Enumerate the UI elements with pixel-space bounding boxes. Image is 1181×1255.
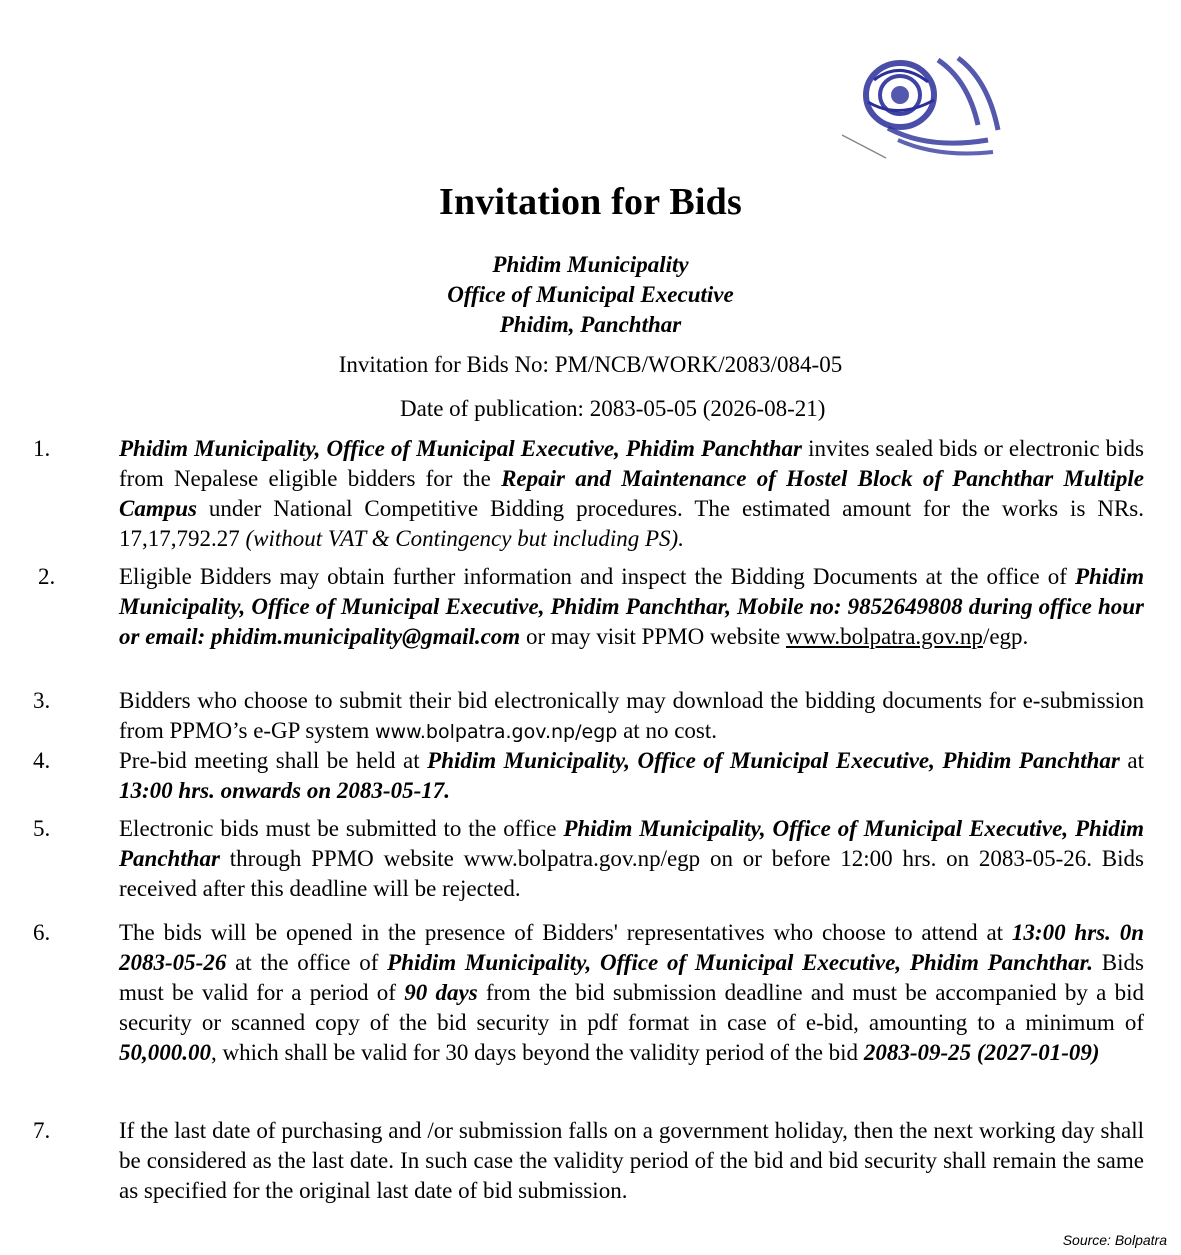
clause-number: 4. (33, 748, 51, 773)
clause-text-run: 50,000.00 (119, 1040, 211, 1065)
clause-number: 5. (33, 816, 51, 841)
office-line-executive: Office of Municipal Executive (447, 282, 734, 307)
clause-text (119, 918, 1144, 1068)
clause-text-run: 13:00 hrs. 0n 2083-05-26 (119, 920, 1144, 975)
clause-text-run: www.bolpatra.gov.np (785, 624, 983, 649)
clause-text-run: at no cost. (617, 718, 717, 743)
clause-text-run: Bids must be valid for a period of (119, 950, 1144, 1005)
clause-text-run: Phidim Municipality, Office of Municipal Executive, Phidim Panchthar (427, 748, 1120, 773)
clause-text-run: under National Competitive Bidding procedures. The estimated amount for the works is NRs. 17,17,792.27 (119, 496, 1144, 551)
clause-text (119, 434, 1144, 554)
clause-text-run: invites sealed bids or electronic bids from Nepalese eligible bidders for the (119, 436, 1144, 491)
clause-text-run: Eligible Bidders may obtain further information and inspect the Bidding Documents at the office of (119, 564, 1075, 589)
clause-text-run: or may visit PPMO website (520, 624, 786, 649)
ifb-number: Invitation for Bids No: PM/NCB/WORK/2083/084-05 (338, 352, 843, 377)
clause-number: 1. (33, 436, 51, 461)
office-line-location: Phidim, Panchthar (499, 312, 682, 337)
clause-text-run: at (1119, 748, 1144, 773)
clause-text-run: Pre-bid meeting shall be held at (119, 748, 428, 773)
office-line-municipality: Phidim Municipality (492, 252, 689, 277)
clause-text-run: /egp. (982, 624, 1029, 649)
publication-date: Date of publication: 2083-05-05 (2026-08-21) (400, 396, 826, 421)
clause-text (119, 686, 1144, 747)
clause-text-run: , which shall be valid for 30 days beyond the validity period of the bid (211, 1040, 864, 1065)
clause-text-run: through PPMO website www.bolpatra.gov.np/egp on or before 12:00 hrs. on 2083-05-26. Bids received after this deadline will be rejected. (119, 846, 1144, 901)
clause-text-run: Bidders who choose to submit their bid electronically may download the bidding documents for e-submission from PPMO’s e-GP system (119, 688, 1144, 743)
source-credit: Source: Bolpatra (1062, 1232, 1167, 1248)
municipality-seal-stamp (838, 40, 1018, 165)
clause-text (119, 562, 1144, 652)
clause-text-run: Phidim Municipality, Office of Municipal Executive, Phidim Panchthar. (387, 950, 1094, 975)
clause-text-run: Phidim Municipality, Office of Municipal Executive, Phidim Panchthar (119, 436, 802, 461)
clause-text-run: Phidim Municipality, Office of Municipal Executive, Phidim Panchthar (119, 816, 1144, 871)
issuing-office (0, 250, 1181, 340)
clause-text-run: www.bolpatra.gov.np/egp (375, 721, 618, 743)
clause-number: 6. (33, 920, 51, 945)
clause-number: 3. (33, 688, 51, 713)
clause-text-run: 90 days (404, 980, 478, 1005)
clause-text-run: Phidim Municipality, Office of Municipal Executive, Phidim Panchthar, Mobile no: 9852649808 during office hour or email: phidim.municipality@gmail.com (119, 564, 1144, 649)
clause-text-run: If the last date of purchasing and /or submission falls on a government holiday, then the next working day shall be considered as the last date. In such case the validity period of the bid and bid security shall remain the same as specified for the original last date of bid submission. (119, 1118, 1144, 1203)
clause-text-run: at the office of (226, 950, 388, 975)
clause-text-run: The bids will be opened in the presence of Bidders' representatives who choose to attend at (119, 920, 1012, 945)
clause-text-run: (without VAT & Contingency but including PS). (245, 526, 684, 551)
clause-text (119, 746, 1144, 806)
document-title: Invitation for Bids (439, 181, 742, 223)
clause-text (119, 814, 1144, 904)
clause-text-run: 13:00 hrs. onwards on 2083-05-17. (119, 778, 450, 803)
clause-text-run: from the bid submission deadline and must be accompanied by a bid security or scanned copy of the bid security in pdf format in case of e-bid, amounting to a minimum of (119, 980, 1144, 1035)
clause-number: 7. (33, 1118, 51, 1143)
clause-text-run: 2083-09-25 (2027-01-09) (863, 1040, 1100, 1065)
clause-number: 2. (38, 564, 56, 589)
clause-text (119, 1116, 1144, 1206)
clause-text-run: Repair and Maintenance of Hostel Block of Panchthar Multiple Campus (119, 466, 1144, 521)
clause-text-run: Electronic bids must be submitted to the office (119, 816, 564, 841)
